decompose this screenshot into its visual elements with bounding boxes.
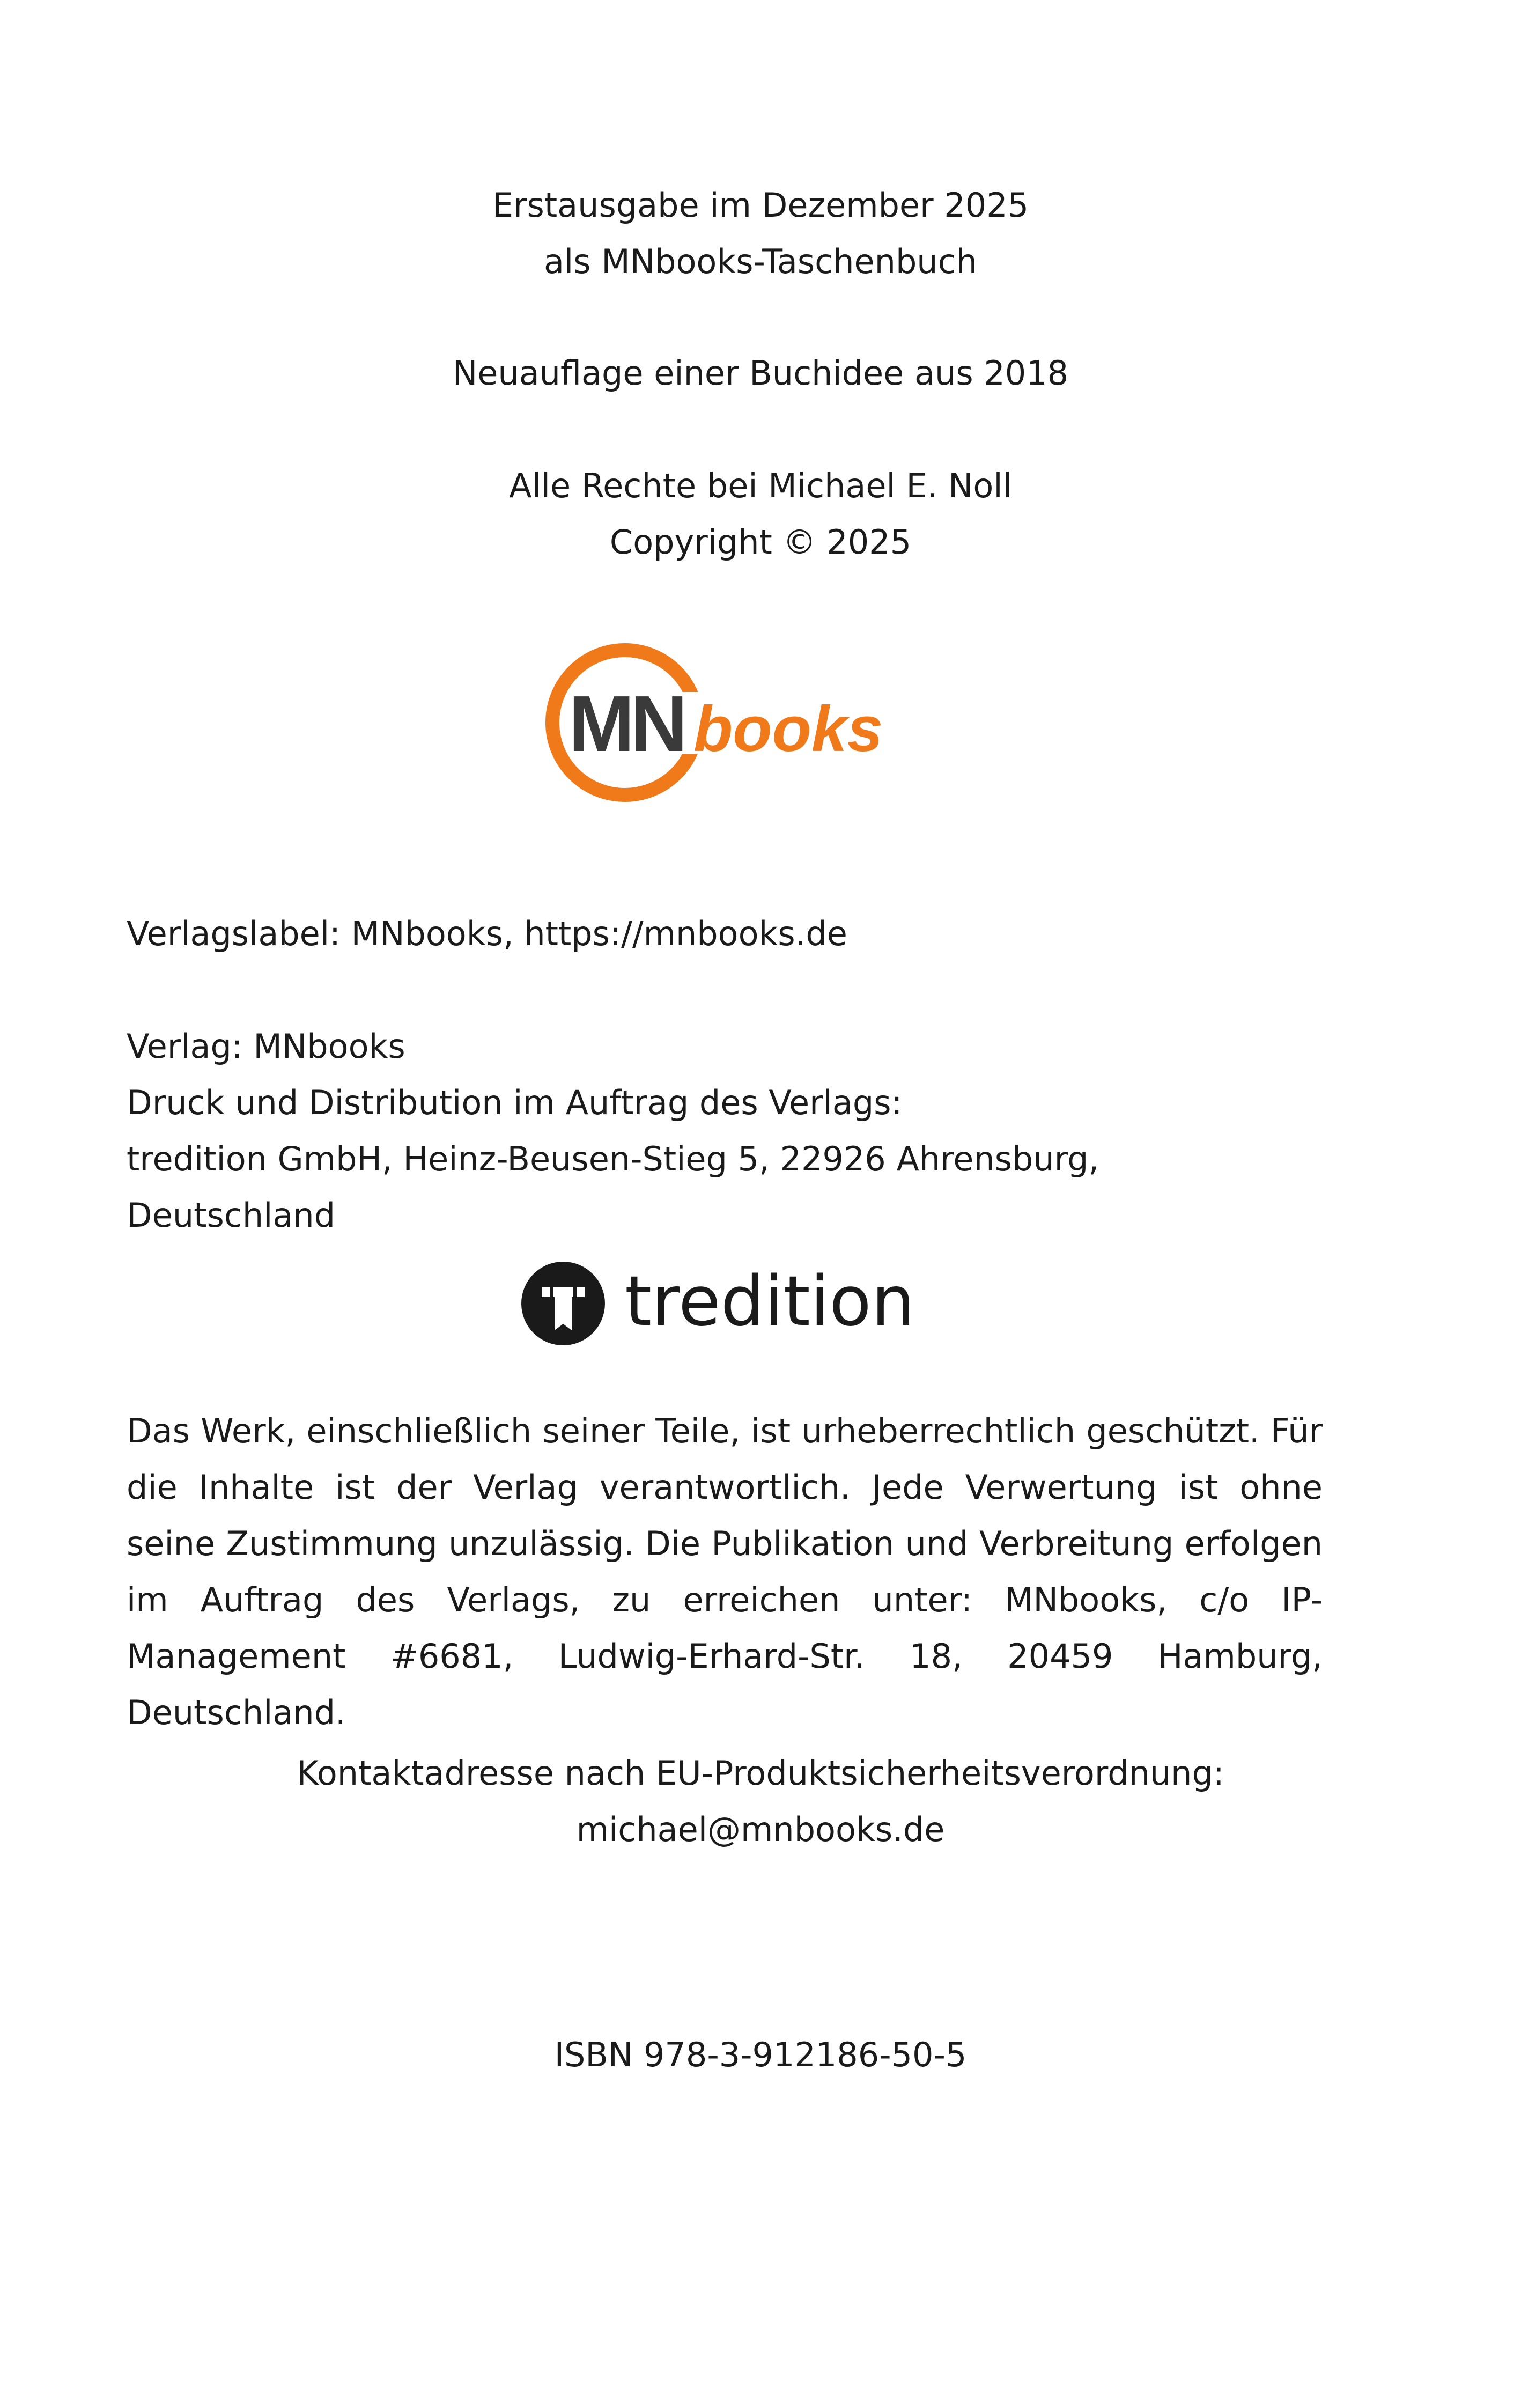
- first-edition-line-2: als MNbooks-Taschenbuch: [544, 242, 977, 281]
- contact-heading: Kontaktadresse nach EU-Produktsicherheitsverordnung:: [297, 1754, 1224, 1793]
- mnbooks-logo: [544, 641, 920, 807]
- reissue-line: Neuauflage einer Buchidee aus 2018: [452, 354, 1069, 393]
- legal-paragraph: Das Werk, einschließlich seiner Teile, ist urheberrechtlich geschützt. Für die Inhalte ist der Verlag verantwortlich. Jede Verwertung ist ohne seine Zustimmung unzulässig. Die Publikation und Verbreitung erfolgen im Auftrag des Verlags, zu erreichen unter: MNbooks, c/o IP-Management #6681, Ludwig-Erhard-Str. 18, 20459 Hamburg, Deutschland.: [127, 1411, 1323, 1732]
- isbn-line: ISBN 978-3-912186-50-5: [554, 2035, 967, 2074]
- mnbooks-logo-books: books: [693, 693, 883, 765]
- printer-address-line: tredition GmbH, Heinz-Beusen-Stieg 5, 22926 Ahrensburg,: [127, 1139, 1099, 1179]
- print-distribution-line: Druck und Distribution im Auftrag des Verlags:: [127, 1083, 903, 1122]
- copyright-line: Copyright © 2025: [609, 522, 912, 562]
- tredition-logo: [520, 1255, 933, 1352]
- contact-email[interactable]: michael@mnbooks.de: [576, 1810, 945, 1849]
- rights-line: Alle Rechte bei Michael E. Noll: [509, 466, 1012, 505]
- mnbooks-logo-mn: MN: [568, 680, 684, 768]
- first-edition-line-1: Erstausgabe im Dezember 2025: [492, 186, 1029, 225]
- publisher-line: Verlag: MNbooks: [127, 1027, 405, 1066]
- publisher-label-line: Verlagslabel: MNbooks, https://mnbooks.de: [127, 914, 847, 953]
- tredition-logo-text: tredition: [625, 1262, 915, 1342]
- printer-country-line: Deutschland: [127, 1196, 336, 1235]
